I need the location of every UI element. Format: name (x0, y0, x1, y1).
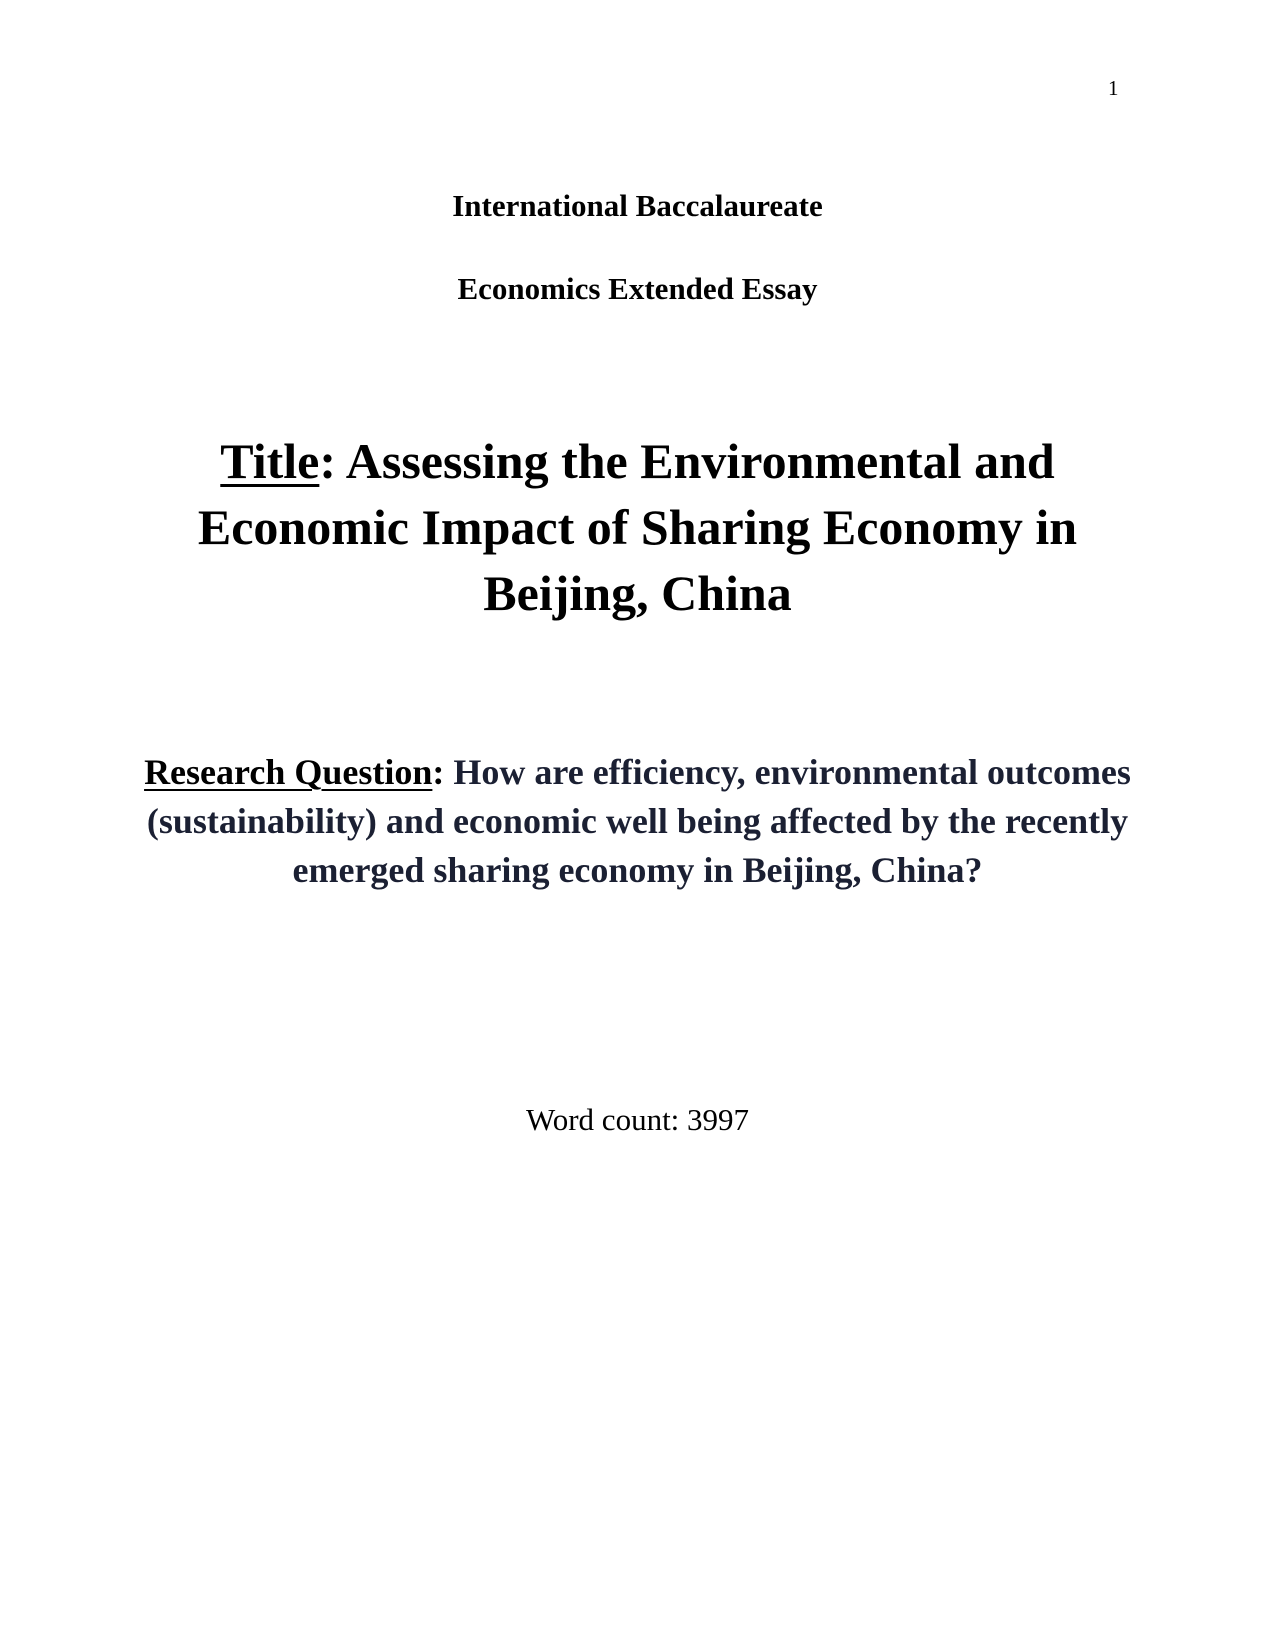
word-count: Word count: 3997 (525, 1102, 750, 1137)
research-question-text: How are efficiency, environmental outcomes (sustainability) and economic well being affected by the recently emerged sharing economy in Beijing, China? (146, 752, 1131, 890)
title-label: Title (220, 433, 320, 489)
research-question (140, 748, 1135, 895)
research-question-label: Research Question (144, 752, 433, 792)
institution-heading: International Baccalaureate (452, 188, 823, 223)
essay-title (150, 428, 1125, 626)
title-text: Assessing the Environmental and Economic Impact of Sharing Economy in Beijing, China (197, 433, 1078, 621)
page-number: 1 (1108, 76, 1119, 100)
title-separator: : (319, 433, 337, 489)
essay-type-heading: Economics Extended Essay (457, 271, 818, 306)
research-question-separator: : (432, 752, 445, 792)
